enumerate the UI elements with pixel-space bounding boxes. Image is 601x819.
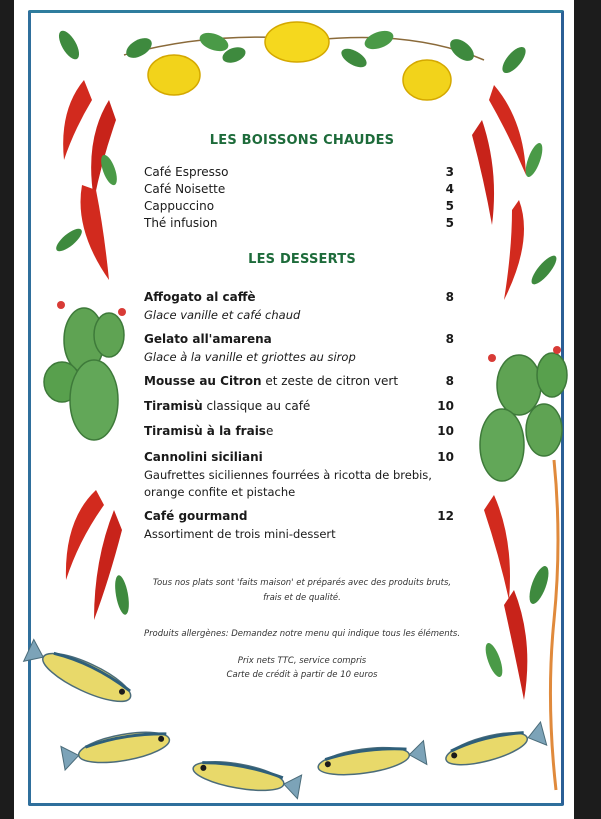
- dessert-row: [144, 332, 454, 349]
- item-price: 4: [445, 182, 454, 196]
- leaf-icon: [53, 225, 85, 255]
- chili-pepper-icon: [94, 510, 122, 620]
- lemon-icon: [403, 60, 451, 100]
- desserts-title: LES DESSERTS: [248, 252, 356, 267]
- item-name: Tiramisù à la fraise: [144, 424, 274, 438]
- chili-pepper-group-right-top: [472, 43, 560, 300]
- leaf-icon: [526, 564, 553, 606]
- leaf-icon: [528, 252, 560, 287]
- menu-page: [14, 0, 574, 819]
- leaf-icon: [55, 28, 83, 63]
- leaf-icon: [362, 27, 396, 52]
- leaf-icon: [338, 45, 369, 71]
- chili-pepper-group-left-top: [53, 28, 120, 280]
- dessert-row: [144, 290, 454, 307]
- chili-pepper-icon: [489, 85, 526, 175]
- dessert-row: [144, 374, 454, 391]
- sardine-fish-icon: [191, 756, 302, 798]
- chili-pepper-icon: [81, 185, 109, 280]
- item-description-line: Gaufrettes siciliennes fourrées à ricotta de brebis,: [144, 468, 432, 482]
- cactus-icon: [44, 301, 126, 440]
- dessert-row: [144, 509, 454, 526]
- prices-note-line: Carte de crédit à partir de 10 euros: [226, 670, 378, 680]
- item-description: Glace vanille et café chaud: [144, 308, 301, 322]
- item-price: 8: [445, 290, 454, 304]
- leaf-icon: [498, 43, 529, 77]
- menu-item-row: [144, 216, 454, 233]
- dessert-row: [144, 424, 454, 441]
- chili-pepper-icon: [472, 120, 494, 225]
- leaf-icon: [123, 34, 155, 62]
- homemade-note-line: frais et de qualité.: [263, 593, 341, 603]
- menu-item-row: [144, 182, 454, 199]
- item-price: 10: [437, 399, 454, 413]
- lemon-icon: [148, 55, 200, 95]
- chili-pepper-icon: [504, 200, 524, 300]
- item-description: Assortiment de trois mini-dessert: [144, 527, 336, 541]
- item-price: 8: [445, 332, 454, 346]
- chili-pepper-icon: [66, 490, 104, 580]
- item-name: Thé infusion: [144, 216, 218, 230]
- item-name: Affogato al caffè: [144, 290, 256, 304]
- chili-pepper-icon: [484, 495, 510, 600]
- item-description: Glace à la vanille et griottes au sirop: [144, 350, 356, 364]
- homemade-note-line: Tous nos plats sont 'faits maison' et préparés avec des produits bruts,: [152, 578, 452, 588]
- item-name: Café gourmand: [144, 509, 248, 523]
- chili-pepper-icon: [504, 590, 527, 700]
- chili-pepper-icon: [63, 80, 92, 160]
- prices-note-line: Prix nets TTC, service compris: [237, 656, 367, 666]
- item-name: Tiramisù classique au café: [144, 399, 311, 413]
- item-name: Cappuccino: [144, 199, 215, 213]
- item-price: 5: [445, 216, 454, 230]
- menu-item-row: [144, 199, 454, 216]
- item-price: 5: [445, 199, 454, 213]
- item-name: Cannolini siciliani: [144, 450, 263, 464]
- sardine-fish-icon: [23, 638, 136, 711]
- dessert-row: [144, 450, 454, 467]
- allergens-note: Produits allergènes: Demandez notre menu qui indique tous les éléments.: [143, 629, 461, 639]
- chili-pepper-group-right-bottom: [482, 495, 552, 700]
- item-description-line: orange confite et pistache: [144, 485, 296, 499]
- sardine-fish-icon: [317, 741, 427, 780]
- item-price: 12: [437, 509, 454, 523]
- chili-pepper-icon: [91, 100, 116, 200]
- sardine-fish-icon: [443, 722, 547, 771]
- item-price: 8: [445, 374, 454, 388]
- sardine-fish-icon: [61, 727, 172, 771]
- hot-drinks-title: LES BOISSONS CHAUDES: [209, 133, 395, 148]
- chili-pepper-group-left-bottom: [66, 490, 131, 620]
- lemon-icon: [265, 22, 329, 62]
- dessert-row: [144, 399, 454, 416]
- item-price: 10: [437, 424, 454, 438]
- item-name: Café Noisette: [144, 182, 226, 196]
- menu-item-row: [144, 165, 454, 182]
- item-price: 10: [437, 450, 454, 464]
- lemon-garland: [123, 22, 484, 100]
- leaf-icon: [113, 574, 132, 615]
- item-name: Gelato all'amarena: [144, 332, 272, 346]
- leaf-icon: [197, 29, 231, 54]
- item-price: 3: [445, 165, 454, 179]
- item-name: Café Espresso: [144, 165, 229, 179]
- leaf-icon: [446, 35, 478, 65]
- leaf-icon: [482, 641, 506, 679]
- item-name: Mousse au Citron et zeste de citron vert: [144, 374, 399, 388]
